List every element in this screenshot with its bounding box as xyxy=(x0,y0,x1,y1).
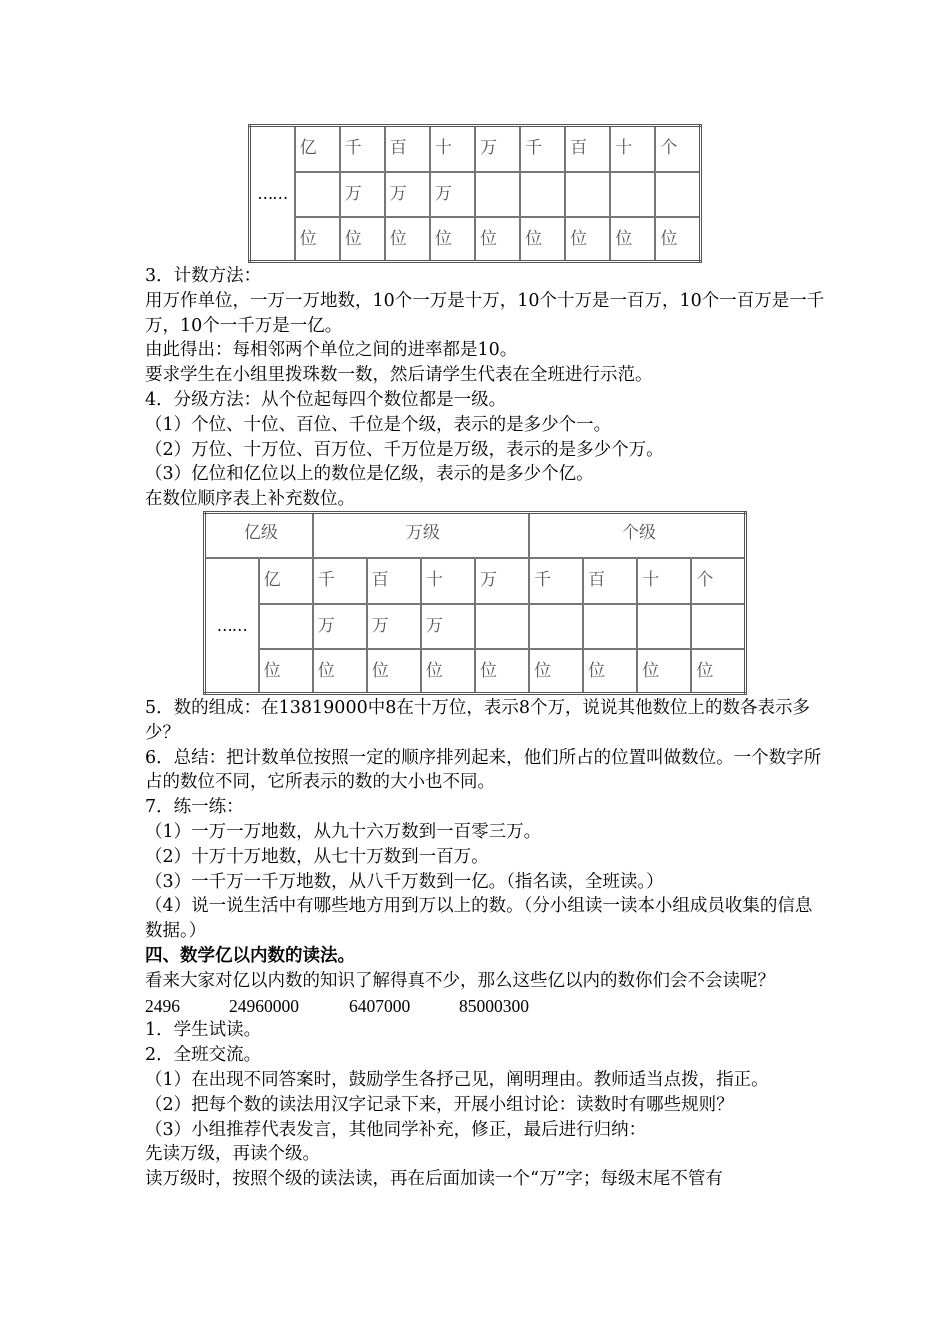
table-cell: 位 xyxy=(637,649,691,694)
table-cell: 个 xyxy=(691,558,745,604)
part-heading: 四、数学亿以内数的读法。 xyxy=(145,945,355,966)
table-cell: 千 xyxy=(340,126,385,172)
table-cell xyxy=(520,172,565,217)
number-list xyxy=(145,994,825,1019)
ellipsis-cell: …… xyxy=(250,126,295,262)
table-cell: 万 xyxy=(475,558,529,604)
table-cell xyxy=(655,172,700,217)
paragraph: 用万作单位，一万一万地数，10个一万是十万，10个十万是一百万，10个一百万是一千万，10个一千万是一亿。 xyxy=(145,290,825,336)
place-value-table-2 xyxy=(203,511,747,695)
text-block-bottom xyxy=(145,696,825,1192)
table-cell: 亿 xyxy=(259,558,313,604)
section-heading: 7．练一练： xyxy=(145,797,244,818)
table-cell xyxy=(691,604,745,649)
table-cell: 位 xyxy=(520,217,565,262)
number-item: 6407000 xyxy=(349,995,411,1016)
paragraph: （3）亿位和亿位以上的数位是亿级，表示的是多少个亿。 xyxy=(145,464,594,485)
table-cell: 位 xyxy=(340,217,385,262)
section-heading: 3．计数方法： xyxy=(145,266,262,286)
table-cell: 位 xyxy=(475,649,529,694)
paragraph: 5．数的组成：在13819000中8在十万位，表示8个万，说说其他数位上的数各表示多少？ xyxy=(145,698,810,743)
table-cell: 千 xyxy=(520,126,565,172)
table-cell: 百 xyxy=(367,558,421,604)
group-header-ge: 个级 xyxy=(529,513,745,558)
group-header-wan: 万级 xyxy=(313,513,529,558)
table-cell: 千 xyxy=(529,558,583,604)
table-cell: 千 xyxy=(313,558,367,604)
table-cell xyxy=(475,172,520,217)
table-cell xyxy=(637,604,691,649)
table-cell xyxy=(295,172,340,217)
table-cell xyxy=(475,604,529,649)
table-cell: 万 xyxy=(475,126,520,172)
table-cell: 位 xyxy=(295,217,340,262)
number-item: 85000300 xyxy=(459,995,529,1016)
table-cell: 个 xyxy=(655,126,700,172)
paragraph: 看来大家对亿以内数的知识了解得真不少，那么这些亿以内的数你们会不会读呢？ xyxy=(145,970,775,991)
table-cell: 位 xyxy=(565,217,610,262)
list-item: （2）十万十万地数，从七十万数到一百万。 xyxy=(145,846,489,867)
group-header-yi: 亿级 xyxy=(205,513,313,558)
table-cell: 万 xyxy=(313,604,367,649)
table-cell: 十 xyxy=(610,126,655,172)
table-cell xyxy=(610,172,655,217)
table-cell: 位 xyxy=(475,217,520,262)
place-value-table-1 xyxy=(248,124,702,263)
table-cell xyxy=(529,604,583,649)
table-cell xyxy=(583,604,637,649)
table-cell: 十 xyxy=(637,558,691,604)
paragraph: 6．总结：把计数单位按照一定的顺序排列起来，他们所占的位置叫做数位。一个数字所占的数位不同，它所表示的数的大小也不同。 xyxy=(145,747,822,793)
table-cell: 亿 xyxy=(295,126,340,172)
list-item: （3）一千万一千万地数，从八千万数到一亿。（指名读，全班读。） xyxy=(145,871,664,892)
table-cell: 位 xyxy=(259,649,313,694)
table-cell: 万 xyxy=(385,172,430,217)
paragraph: 由此得出：每相邻两个单位之间的进率都是10。 xyxy=(145,340,518,361)
paragraph: 1．学生试读。 xyxy=(145,1020,262,1041)
table-cell: 位 xyxy=(367,649,421,694)
table-cell xyxy=(565,172,610,217)
text-block-top xyxy=(145,264,825,512)
table-cell: 十 xyxy=(421,558,475,604)
list-item: （4）说一说生活中有哪些地方用到万以上的数。（分小组读一读本小组成员收集的信息数据。） xyxy=(145,896,813,942)
table-cell: 百 xyxy=(565,126,610,172)
table-cell: 万 xyxy=(340,172,385,217)
paragraph: 在数位顺序表上补充数位。 xyxy=(145,489,355,510)
list-item: （2）把每个数的读法用汉字记录下来，开展小组讨论：读数时有哪些规则？ xyxy=(145,1094,734,1115)
ellipsis-cell: …… xyxy=(205,558,259,694)
paragraph: （2）万位、十万位、百万位、千万位是万级，表示的是多少个万。 xyxy=(145,439,664,460)
paragraph: 读万级时，按照个级的读法读，再在后面加读一个“万”字；每级末尾不管有 xyxy=(145,1169,723,1190)
table-cell: 位 xyxy=(610,217,655,262)
table-cell: 万 xyxy=(421,604,475,649)
table-cell: 位 xyxy=(385,217,430,262)
paragraph: 2．全班交流。 xyxy=(145,1045,262,1066)
table-cell: 百 xyxy=(385,126,430,172)
table-cell: 位 xyxy=(655,217,700,262)
number-item: 2496 xyxy=(145,995,180,1016)
table-cell: 十 xyxy=(430,126,475,172)
section-heading: 4．分级方法：从个位起每四个数位都是一级。 xyxy=(145,389,507,410)
paragraph: （1）个位、十位、百位、千位是个级，表示的是多少个一。 xyxy=(145,414,612,435)
table-cell: 万 xyxy=(430,172,475,217)
table-cell: 位 xyxy=(583,649,637,694)
list-item: （3）小组推荐代表发言，其他同学补充，修正，最后进行归纳： xyxy=(145,1119,647,1140)
table-cell: 位 xyxy=(421,649,475,694)
table-cell: 位 xyxy=(691,649,745,694)
table-cell: 位 xyxy=(430,217,475,262)
paragraph: 先读万级，再读个级。 xyxy=(145,1144,320,1165)
table-cell: 百 xyxy=(583,558,637,604)
table-cell: 位 xyxy=(529,649,583,694)
table-cell xyxy=(259,604,313,649)
table-cell: 位 xyxy=(313,649,367,694)
number-item: 24960000 xyxy=(229,995,299,1016)
list-item: （1）在出现不同答案时，鼓励学生各抒己见，阐明理由。教师适当点拨，指正。 xyxy=(145,1069,769,1090)
table-cell: 万 xyxy=(367,604,421,649)
paragraph: 要求学生在小组里拨珠数一数，然后请学生代表在全班进行示范。 xyxy=(145,365,653,386)
list-item: （1）一万一万地数，从九十六万数到一百零三万。 xyxy=(145,821,542,842)
